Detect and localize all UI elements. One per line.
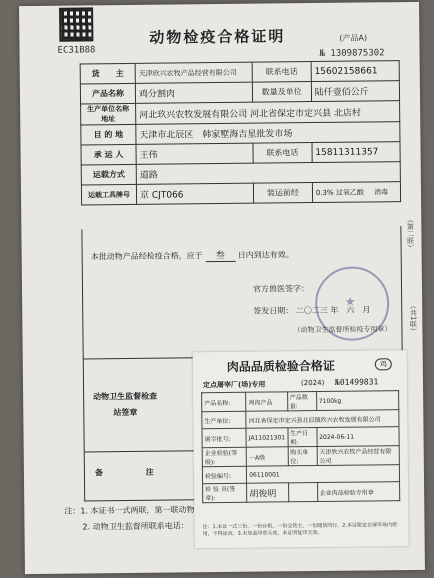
certificate-table — [80, 60, 401, 205]
valid-days: 叁 — [205, 248, 235, 262]
meat-cell: JA11021301 — [246, 428, 288, 447]
page-title: 动物检疫合格证明 — [149, 27, 286, 47]
meat-cell: 河北省保定市定兴县北辰镇玖兴农牧发展有限公司 — [246, 410, 399, 429]
meat-cell: 7100kg — [316, 391, 399, 411]
meat-subtitle: 定点屠宰厂(场)专用 — [202, 380, 266, 390]
statement-suffix: 日内到达有效。 — [237, 250, 294, 260]
carrier-phone-label: 联系电话 — [253, 143, 312, 164]
table-row — [202, 465, 399, 484]
quantity-value: 陆仟壹佰公斤 — [311, 81, 399, 102]
validity-statement — [91, 247, 294, 263]
destination-value: 天津市北辰区 韩家墅海吉星批发市场 — [136, 122, 400, 145]
table-row — [203, 482, 400, 503]
table-row — [202, 427, 399, 448]
meat-year: (2024) — [300, 378, 325, 388]
note-line: 注：1. 本证书一式两联，第一联动物 — [64, 505, 195, 516]
meat-cell: 产品名称: — [202, 392, 246, 411]
table-row — [202, 446, 399, 467]
meat-footnote: 注：1.本证一式三份，一份存根，一份交货主，一份随货同行。2.本证限定在屠宰场内使用，不得涂改。3.未加盖印章无效，本证明复印无效。 — [202, 522, 398, 538]
meat-cell: 天津欣兴农牧产品经营有限公司 — [317, 446, 400, 466]
statement-prefix: 本批动物产品经检疫合格，应于 — [90, 251, 203, 262]
issue-date-value: 二〇二三 年 六 月 — [295, 305, 371, 316]
meat-cell: 屠宰批号: — [202, 428, 246, 447]
meat-cell: 企业检验(等级): — [202, 447, 246, 466]
carrier-label: 承 运 人 — [81, 144, 136, 165]
carrier-phone-value: 15811311357 — [312, 142, 400, 163]
notes — [64, 502, 195, 535]
left-code: EC31B88 — [57, 45, 96, 56]
meat-cell: 2024-06-11 — [317, 427, 400, 447]
owner-label: 货 主 — [80, 63, 135, 84]
quantity-label: 数量及单位 — [252, 82, 311, 103]
meat-table — [201, 390, 400, 503]
vehicle-value: 京 CJT066 — [136, 183, 253, 204]
meat-quality-certificate — [193, 350, 409, 548]
meat-cell: 购买单位: — [288, 447, 317, 466]
title-subtitle: (产品A) — [339, 33, 368, 43]
qr-code-icon — [59, 7, 93, 41]
certificate-paper — [19, 2, 425, 574]
statement-area — [81, 226, 402, 359]
table-row — [202, 391, 399, 412]
transport-label: 运载方式 — [81, 164, 136, 185]
meat-cell: 检 验 员(签章): — [203, 483, 247, 502]
table-row — [202, 410, 399, 429]
copy-caption: （第二联） — [406, 215, 415, 252]
meat-cell: 鸡肉产品 — [246, 392, 288, 411]
copy-number: （共1联） — [409, 301, 418, 335]
note-line: 2. 动物卫生监督所联系电话： — [82, 521, 189, 532]
vet-station-label: 动物卫生监督检查站签章 — [93, 391, 158, 418]
disinfect-suffix: 消毒 — [374, 187, 389, 196]
meat-title: 肉品品质检验合格证 — [226, 358, 335, 374]
disinfectant: 0.3% 过氧乙酸 — [315, 188, 364, 197]
meat-cell: 企业肉品检验专用章 — [317, 482, 400, 502]
meat-cell: 一A级 — [246, 447, 288, 466]
seal-caption: （动物卫生监督所检疫专用章） — [293, 325, 392, 335]
meat-cell: 检验编号: — [202, 466, 246, 483]
owner-phone-label: 联系电话 — [252, 62, 311, 83]
remark-label: 备 注 — [94, 467, 174, 478]
meat-cell: 产品数量: — [287, 392, 316, 411]
disinfect-value — [312, 182, 400, 203]
product-name-label: 产品名称 — [80, 83, 135, 104]
disinfect-label: 装运前经 — [253, 183, 312, 204]
table-row — [81, 182, 400, 205]
destination-label: 目 的 地 — [81, 124, 136, 145]
officer-signature-label: 官方兽医签字： — [252, 284, 310, 294]
meat-cell: 胡俊明 — [247, 483, 289, 502]
serial-number: № 1309875302 — [319, 48, 385, 59]
meat-badge: 鸡 — [375, 358, 392, 370]
owner-phone-value: 15602158661 — [311, 61, 399, 82]
product-name-value: 鸡分割肉 — [135, 82, 252, 103]
owner-value: 天津欣兴农牧产品经营有限公司 — [135, 62, 252, 83]
producer-label: 生产单位名称地址 — [81, 103, 136, 125]
meat-cell: 生产单位: — [202, 411, 246, 428]
transport-value: 道路 — [136, 162, 400, 185]
meat-cell: 06110001 — [247, 465, 400, 484]
producer-value: 河北玖兴农牧发展有限公司 河北省保定市定兴县 北店村 — [136, 101, 400, 125]
carrier-value: 王伟 — [136, 143, 253, 164]
issue-date-label: 签发日期： — [253, 306, 294, 316]
meat-number: №01499831 — [334, 377, 379, 387]
meat-cell: 生产日期: — [287, 428, 316, 447]
vehicle-label: 运载工具牌号 — [81, 184, 136, 205]
meat-cell — [288, 483, 317, 502]
